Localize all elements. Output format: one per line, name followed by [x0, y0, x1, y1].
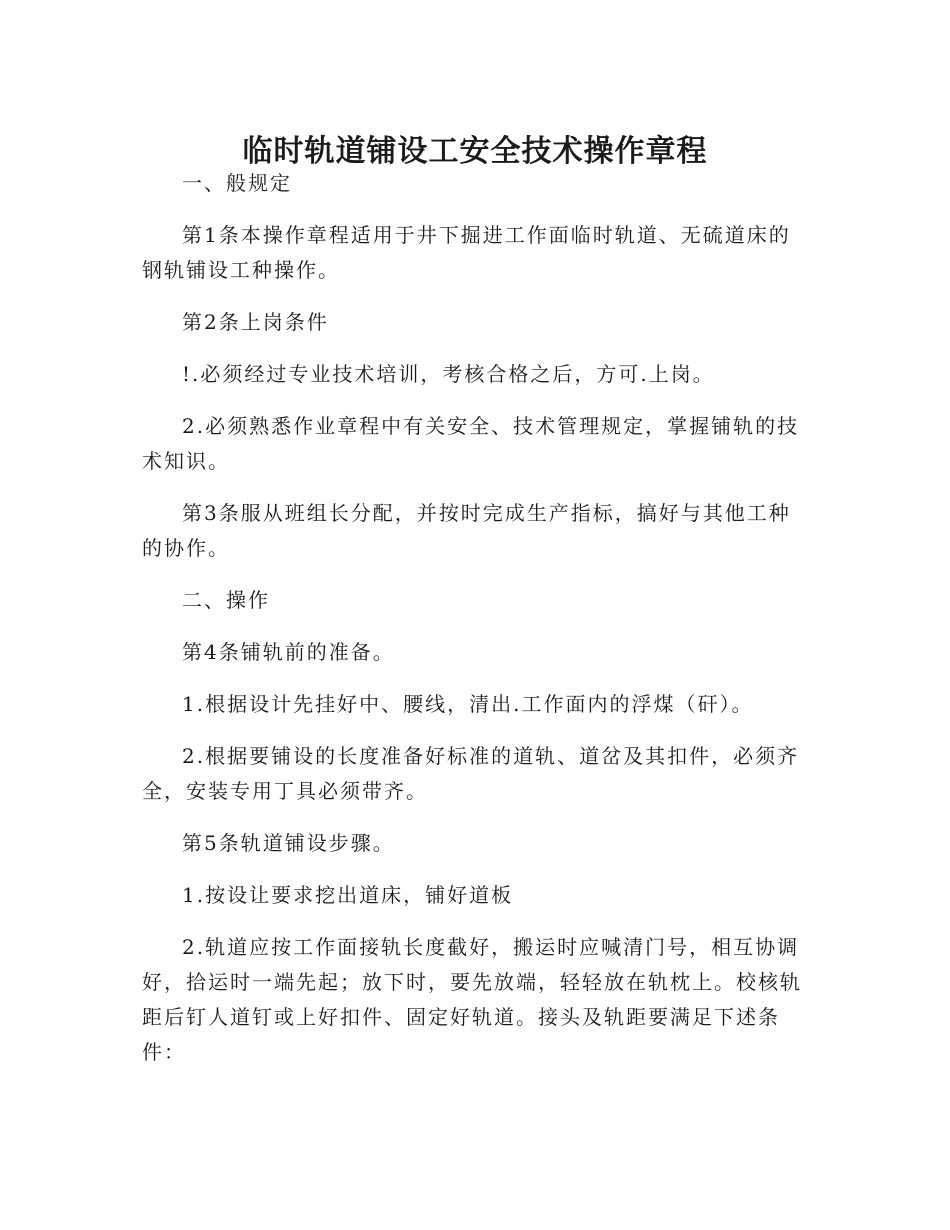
- paragraph-article-4: 第4条铺轨前的准备。: [182, 640, 395, 664]
- paragraph-article-4-item-1: 1.根据设计先挂好中、腰线，清出.工作面内的浮煤（矸）。: [182, 692, 754, 716]
- document-title: 临时轨道铺设工安全技术操作章程: [242, 134, 708, 170]
- document-body: [142, 166, 802, 1070]
- paragraph-article-2-item-1: !.必须经过专业技术培训，考核合格之后，方可.上岗。: [182, 362, 715, 386]
- paragraph-article-4-item-2: 2.根据要铺设的长度准备好标准的道轨、道岔及其扣件，必须齐全，安装专用丁具必须带齐。: [142, 744, 800, 803]
- paragraph-article-5: 第5条轨道铺设步骤。: [182, 831, 395, 855]
- paragraph-article-5-item-2: 2.轨道应按工作面接轨长度截好，搬运时应喊清门号，相互协调好，拾运时一端先起；放下时，要先放端，轻轻放在轨枕上。校核轨距后钉人道钉或上好扣件、固定好轨道。接头及轨距要满足下述条件：: [142, 935, 802, 1064]
- paragraph-article-2: 第2条上岗条件: [182, 310, 329, 334]
- section-heading-operation: 二、操作: [182, 588, 270, 612]
- section-heading-general: 一、般规定: [182, 171, 292, 195]
- paragraph-article-2-item-2: 2.必须熟悉作业章程中有关安全、技术管理规定，掌握铺轨的技术知识。: [142, 414, 800, 473]
- paragraph-article-1: 第1条本操作章程适用于井下掘进工作面临时轨道、无硫道床的钢轨铺设工种操作。: [142, 223, 791, 282]
- paragraph-article-5-item-1: 1.按设让要求挖出道床，铺好道板: [182, 883, 514, 907]
- paragraph-article-3: 第3条服从班组长分配，并按时完成生产指标，搞好与其他工种的协作。: [142, 501, 791, 560]
